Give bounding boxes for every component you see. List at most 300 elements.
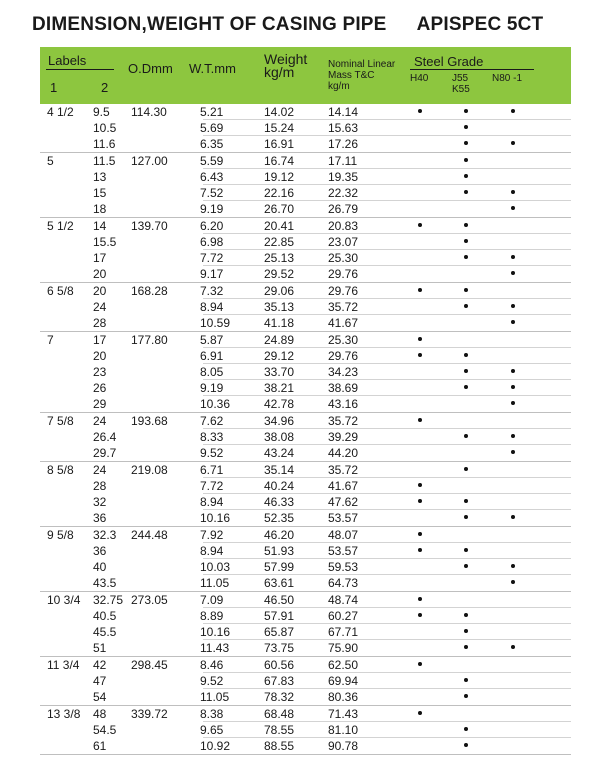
- nominal-linear-mass: 64.73: [328, 576, 359, 590]
- size-group: [40, 527, 571, 592]
- table-row: [40, 429, 571, 445]
- size-label: 13 3/8: [47, 707, 81, 721]
- weight: 67.83: [264, 674, 295, 688]
- grade-h40-mark: [418, 109, 422, 113]
- pipe-label: 48: [93, 707, 107, 721]
- nominal-linear-mass: 47.62: [328, 495, 359, 509]
- table-row: [40, 136, 571, 152]
- wall-thickness: 7.32: [200, 284, 224, 298]
- size-group: [40, 462, 571, 527]
- wall-thickness: 9.65: [200, 723, 224, 737]
- wall-thickness: 11.05: [200, 576, 230, 590]
- weight: 52.35: [264, 511, 295, 525]
- wall-thickness: 5.21: [200, 105, 224, 119]
- size-label: 7: [47, 333, 54, 347]
- table-row: [40, 738, 571, 754]
- table-row: [40, 462, 571, 478]
- table-row: [40, 315, 571, 331]
- wall-thickness: 8.94: [200, 300, 224, 314]
- weight: 35.13: [264, 300, 295, 314]
- wall-thickness: 7.52: [200, 186, 224, 200]
- weight: 65.87: [264, 625, 295, 639]
- weight: 78.32: [264, 690, 295, 704]
- grade-h40-mark: [418, 711, 422, 715]
- wall-thickness: 5.69: [200, 121, 224, 135]
- pipe-label: 24: [93, 414, 107, 428]
- weight: 33.70: [264, 365, 295, 379]
- grade-n80-mark: [511, 385, 515, 389]
- pipe-label: 54.5: [93, 723, 117, 737]
- casing-table-body: [40, 104, 571, 755]
- grade-n80-mark: [511, 369, 515, 373]
- weight: 34.96: [264, 414, 295, 428]
- pipe-label: 29: [93, 397, 107, 411]
- nominal-linear-mass: 29.76: [328, 284, 359, 298]
- header-grade-j55-line2: K55: [452, 84, 470, 95]
- grade-j55-k55-mark: [464, 239, 468, 243]
- nominal-linear-mass: 43.16: [328, 397, 359, 411]
- header-nominal-line2: Mass T&C: [328, 70, 375, 81]
- grade-j55-k55-mark: [464, 694, 468, 698]
- wall-thickness: 5.87: [200, 333, 224, 347]
- grade-n80-mark: [511, 320, 515, 324]
- grade-j55-k55-mark: [464, 434, 468, 438]
- nominal-linear-mass: 48.74: [328, 593, 359, 607]
- grade-n80-mark: [511, 109, 515, 113]
- wall-thickness: 10.03: [200, 560, 231, 574]
- wall-thickness: 7.72: [200, 479, 224, 493]
- weight: 19.12: [264, 170, 295, 184]
- page-title: [32, 14, 543, 36]
- wall-thickness: 6.91: [200, 349, 224, 363]
- weight: 29.12: [264, 349, 295, 363]
- nominal-linear-mass: 71.43: [328, 707, 359, 721]
- outer-diameter: 177.80: [131, 333, 168, 347]
- table-row: [40, 348, 571, 364]
- nominal-linear-mass: 29.76: [328, 349, 359, 363]
- pipe-label: 11.6: [93, 137, 116, 151]
- title-main: DIMENSION,WEIGHT OF CASING PIPE: [32, 14, 387, 35]
- wall-thickness: 9.19: [200, 381, 224, 395]
- grade-j55-k55-mark: [464, 304, 468, 308]
- table-row: [40, 185, 571, 201]
- grade-n80-mark: [511, 141, 515, 145]
- table-row: [40, 266, 571, 282]
- grade-h40-mark: [418, 288, 422, 292]
- pipe-label: 28: [93, 316, 107, 330]
- grade-h40-mark: [418, 662, 422, 666]
- table-row: [40, 608, 571, 624]
- table-row: [40, 640, 571, 656]
- nominal-linear-mass: 26.79: [328, 202, 359, 216]
- nominal-linear-mass: 48.07: [328, 528, 359, 542]
- table-row: [40, 689, 571, 705]
- nominal-linear-mass: 25.30: [328, 251, 359, 265]
- weight: 78.55: [264, 723, 295, 737]
- size-group: [40, 332, 571, 413]
- table-row: [40, 559, 571, 575]
- nominal-linear-mass: 53.57: [328, 511, 359, 525]
- grade-n80-mark: [511, 190, 515, 194]
- table-row: [40, 510, 571, 526]
- weight: 24.89: [264, 333, 295, 347]
- table-row: [40, 657, 571, 673]
- grade-h40-mark: [418, 353, 422, 357]
- grade-j55-k55-mark: [464, 141, 468, 145]
- wall-thickness: 8.94: [200, 495, 224, 509]
- table-row: [40, 120, 571, 136]
- pipe-label: 26.4: [93, 430, 117, 444]
- grade-n80-mark: [511, 564, 515, 568]
- nominal-linear-mass: 67.71: [328, 625, 359, 639]
- table-row: [40, 722, 571, 738]
- size-label: 10 3/4: [47, 593, 81, 607]
- pipe-label: 14: [93, 219, 107, 233]
- pipe-label: 20: [93, 284, 107, 298]
- pipe-label: 15: [93, 186, 107, 200]
- header-nominal-line1: Nominal Linear: [328, 59, 396, 70]
- pipe-label: 26: [93, 381, 107, 395]
- table-row: [40, 218, 571, 234]
- labels-underline: [46, 69, 114, 70]
- wall-thickness: 8.33: [200, 430, 224, 444]
- grade-j55-k55-mark: [464, 499, 468, 503]
- pipe-label: 29.7: [93, 446, 117, 460]
- header-steel-grade: Steel Grade: [414, 54, 484, 69]
- wall-thickness: 7.72: [200, 251, 224, 265]
- size-group: [40, 218, 571, 283]
- weight: 57.99: [264, 560, 295, 574]
- grade-j55-k55-mark: [464, 613, 468, 617]
- pipe-label: 54: [93, 690, 107, 704]
- pipe-label: 11.5: [93, 154, 116, 168]
- weight: 57.91: [264, 609, 295, 623]
- table-row: [40, 527, 571, 543]
- grade-h40-mark: [418, 418, 422, 422]
- wall-thickness: 9.52: [200, 674, 224, 688]
- pipe-label: 9.5: [93, 105, 110, 119]
- grade-j55-k55-mark: [464, 174, 468, 178]
- table-row: [40, 673, 571, 689]
- grade-h40-mark: [418, 223, 422, 227]
- grade-j55-k55-mark: [464, 548, 468, 552]
- header-label-2: 2: [101, 80, 109, 95]
- outer-diameter: 193.68: [131, 414, 168, 428]
- nominal-linear-mass: 81.10: [328, 723, 359, 737]
- grade-j55-k55-mark: [464, 353, 468, 357]
- nominal-linear-mass: 75.90: [328, 641, 359, 655]
- size-group: [40, 706, 571, 755]
- wall-thickness: 8.46: [200, 658, 224, 672]
- pipe-label: 24: [93, 300, 107, 314]
- grade-j55-k55-mark: [464, 467, 468, 471]
- pipe-label: 47: [93, 674, 107, 688]
- header-weight-line2: kg/m: [264, 64, 295, 80]
- header-grade-j55: [452, 73, 470, 95]
- outer-diameter: 139.70: [131, 219, 168, 233]
- table-row: [40, 380, 571, 396]
- grade-n80-mark: [511, 304, 515, 308]
- grade-h40-mark: [418, 597, 422, 601]
- weight: 15.24: [264, 121, 295, 135]
- table-row: [40, 445, 571, 461]
- grade-n80-mark: [511, 271, 515, 275]
- grade-j55-k55-mark: [464, 109, 468, 113]
- grade-n80-mark: [511, 255, 515, 259]
- grade-j55-k55-mark: [464, 678, 468, 682]
- outer-diameter: 168.28: [131, 284, 168, 298]
- nominal-linear-mass: 34.23: [328, 365, 359, 379]
- pipe-label: 28: [93, 479, 107, 493]
- table-row: [40, 250, 571, 266]
- grade-n80-mark: [511, 515, 515, 519]
- grade-n80-mark: [511, 401, 515, 405]
- table-row: [40, 332, 571, 348]
- grade-j55-k55-mark: [464, 564, 468, 568]
- grade-j55-k55-mark: [464, 255, 468, 259]
- header-grade-h40: H40: [410, 73, 429, 84]
- pipe-label: 10.5: [93, 121, 117, 135]
- nominal-linear-mass: 29.76: [328, 267, 359, 281]
- nominal-linear-mass: 35.72: [328, 300, 359, 314]
- nominal-linear-mass: 15.63: [328, 121, 359, 135]
- pipe-label: 23: [93, 365, 107, 379]
- weight: 60.56: [264, 658, 295, 672]
- pipe-label: 32.75: [93, 593, 124, 607]
- nominal-linear-mass: 35.72: [328, 414, 359, 428]
- wall-thickness: 7.92: [200, 528, 224, 542]
- pipe-label: 51: [93, 641, 107, 655]
- size-label: 5: [47, 154, 54, 168]
- pipe-label: 17: [93, 251, 107, 265]
- nominal-linear-mass: 17.11: [328, 154, 358, 168]
- size-label: 11 3/4: [47, 658, 80, 672]
- table-row: [40, 169, 571, 185]
- pipe-label: 32.3: [93, 528, 117, 542]
- nominal-linear-mass: 59.53: [328, 560, 359, 574]
- header-grade-j55-line1: J55: [452, 73, 469, 84]
- wall-thickness: 8.94: [200, 544, 224, 558]
- wall-thickness: 10.16: [200, 625, 231, 639]
- grade-h40-mark: [418, 337, 422, 341]
- nominal-linear-mass: 44.20: [328, 446, 359, 460]
- grade-j55-k55-mark: [464, 288, 468, 292]
- size-label: 5 1/2: [47, 219, 74, 233]
- size-group: [40, 413, 571, 462]
- table-row: [40, 575, 571, 591]
- grade-j55-k55-mark: [464, 223, 468, 227]
- size-group: [40, 657, 571, 706]
- table-row: [40, 201, 571, 217]
- grade-h40-mark: [418, 613, 422, 617]
- pipe-label: 36: [93, 511, 107, 525]
- pipe-label: 15.5: [93, 235, 117, 249]
- grade-h40-mark: [418, 532, 422, 536]
- wall-thickness: 6.98: [200, 235, 224, 249]
- weight: 88.55: [264, 739, 295, 753]
- grade-n80-mark: [511, 645, 515, 649]
- grade-h40-mark: [418, 499, 422, 503]
- table-row: [40, 413, 571, 429]
- nominal-linear-mass: 41.67: [328, 316, 359, 330]
- grade-h40-mark: [418, 548, 422, 552]
- wall-thickness: 5.59: [200, 154, 224, 168]
- nominal-linear-mass: 38.69: [328, 381, 359, 395]
- pipe-label: 18: [93, 202, 107, 216]
- wall-thickness: 9.52: [200, 446, 224, 460]
- wall-thickness: 7.62: [200, 414, 224, 428]
- header-weight-line1: Weight: [264, 51, 308, 67]
- pipe-label: 61: [93, 739, 107, 753]
- header-wt: W.T.mm: [189, 61, 236, 76]
- table-row: [40, 396, 571, 412]
- nominal-linear-mass: 17.26: [328, 137, 359, 151]
- outer-diameter: 219.08: [131, 463, 168, 477]
- wall-thickness: 8.05: [200, 365, 224, 379]
- title-spec: APISPEC 5CT: [416, 14, 544, 35]
- outer-diameter: 339.72: [131, 707, 168, 721]
- weight: 22.16: [264, 186, 295, 200]
- size-label: 4 1/2: [47, 105, 74, 119]
- nominal-linear-mass: 20.83: [328, 219, 359, 233]
- pipe-label: 40: [93, 560, 107, 574]
- nominal-linear-mass: 14.14: [328, 105, 359, 119]
- header-label-1: 1: [50, 80, 58, 95]
- nominal-linear-mass: 41.67: [328, 479, 359, 493]
- wall-thickness: 9.19: [200, 202, 224, 216]
- wall-thickness: 10.59: [200, 316, 231, 330]
- table-row: [40, 364, 571, 380]
- grade-n80-mark: [511, 450, 515, 454]
- size-group: [40, 104, 571, 153]
- grade-h40-mark: [418, 483, 422, 487]
- pipe-label: 45.5: [93, 625, 117, 639]
- nominal-linear-mass: 22.32: [328, 186, 359, 200]
- table-row: [40, 592, 571, 608]
- table-row: [40, 624, 571, 640]
- nominal-linear-mass: 35.72: [328, 463, 359, 477]
- pipe-label: 40.5: [93, 609, 117, 623]
- header-od: O.Dmm: [128, 61, 173, 76]
- table-row: [40, 543, 571, 559]
- nominal-linear-mass: 69.94: [328, 674, 359, 688]
- weight: 29.52: [264, 267, 295, 281]
- nominal-linear-mass: 80.36: [328, 690, 359, 704]
- outer-diameter: 127.00: [131, 154, 168, 168]
- table-header: [40, 47, 571, 104]
- grade-j55-k55-mark: [464, 645, 468, 649]
- table-row: [40, 494, 571, 510]
- weight: 35.14: [264, 463, 295, 477]
- weight: 41.18: [264, 316, 295, 330]
- size-group: [40, 283, 571, 332]
- grade-j55-k55-mark: [464, 727, 468, 731]
- wall-thickness: 6.20: [200, 219, 224, 233]
- table-row: [40, 153, 571, 169]
- pipe-label: 13: [93, 170, 107, 184]
- pipe-label: 42: [93, 658, 107, 672]
- weight: 16.91: [264, 137, 295, 151]
- grade-j55-k55-mark: [464, 515, 468, 519]
- pipe-label: 20: [93, 267, 107, 281]
- table-row: [40, 706, 571, 722]
- size-group: [40, 592, 571, 657]
- grade-j55-k55-mark: [464, 190, 468, 194]
- weight: 46.50: [264, 593, 295, 607]
- pipe-label: 20: [93, 349, 107, 363]
- grade-n80-mark: [511, 206, 515, 210]
- nominal-linear-mass: 53.57: [328, 544, 359, 558]
- wall-thickness: 8.38: [200, 707, 224, 721]
- grade-j55-k55-mark: [464, 158, 468, 162]
- size-label: 8 5/8: [47, 463, 74, 477]
- weight: 63.61: [264, 576, 295, 590]
- wall-thickness: 10.36: [200, 397, 231, 411]
- weight: 38.08: [264, 430, 295, 444]
- table-row: [40, 299, 571, 315]
- weight: 73.75: [264, 641, 295, 655]
- weight: 14.02: [264, 105, 295, 119]
- weight: 26.70: [264, 202, 295, 216]
- weight: 46.33: [264, 495, 295, 509]
- table-row: [40, 283, 571, 299]
- weight: 46.20: [264, 528, 295, 542]
- header-nominal-line3: kg/m: [328, 81, 350, 92]
- wall-thickness: 11.05: [200, 690, 230, 704]
- wall-thickness: 6.43: [200, 170, 224, 184]
- grade-j55-k55-mark: [464, 125, 468, 129]
- weight: 22.85: [264, 235, 295, 249]
- grade-n80-mark: [511, 434, 515, 438]
- grade-j55-k55-mark: [464, 629, 468, 633]
- weight: 43.24: [264, 446, 295, 460]
- nominal-linear-mass: 39.29: [328, 430, 359, 444]
- weight: 20.41: [264, 219, 295, 233]
- table-row: [40, 104, 571, 120]
- wall-thickness: 11.43: [200, 641, 230, 655]
- nominal-linear-mass: 60.27: [328, 609, 359, 623]
- wall-thickness: 9.17: [200, 267, 224, 281]
- grade-n80-mark: [511, 580, 515, 584]
- outer-diameter: 298.45: [131, 658, 168, 672]
- nominal-linear-mass: 62.50: [328, 658, 359, 672]
- weight: 29.06: [264, 284, 295, 298]
- weight: 40.24: [264, 479, 295, 493]
- header-grade-n80: N80 -1: [492, 73, 523, 84]
- size-label: 9 5/8: [47, 528, 74, 542]
- size-label: 7 5/8: [47, 414, 74, 428]
- wall-thickness: 7.09: [200, 593, 224, 607]
- pipe-label: 36: [93, 544, 107, 558]
- weight: 51.93: [264, 544, 295, 558]
- nominal-linear-mass: 25.30: [328, 333, 359, 347]
- weight: 42.78: [264, 397, 295, 411]
- table-row: [40, 478, 571, 494]
- wall-thickness: 6.35: [200, 137, 224, 151]
- wall-thickness: 10.16: [200, 511, 231, 525]
- pipe-label: 17: [93, 333, 107, 347]
- outer-diameter: 114.30: [131, 105, 167, 119]
- pipe-label: 24: [93, 463, 107, 477]
- grade-j55-k55-mark: [464, 369, 468, 373]
- size-label: 6 5/8: [47, 284, 74, 298]
- nominal-linear-mass: 19.35: [328, 170, 359, 184]
- weight: 16.74: [264, 154, 295, 168]
- grade-j55-k55-mark: [464, 385, 468, 389]
- pipe-label: 43.5: [93, 576, 117, 590]
- weight: 25.13: [264, 251, 295, 265]
- table-row: [40, 234, 571, 250]
